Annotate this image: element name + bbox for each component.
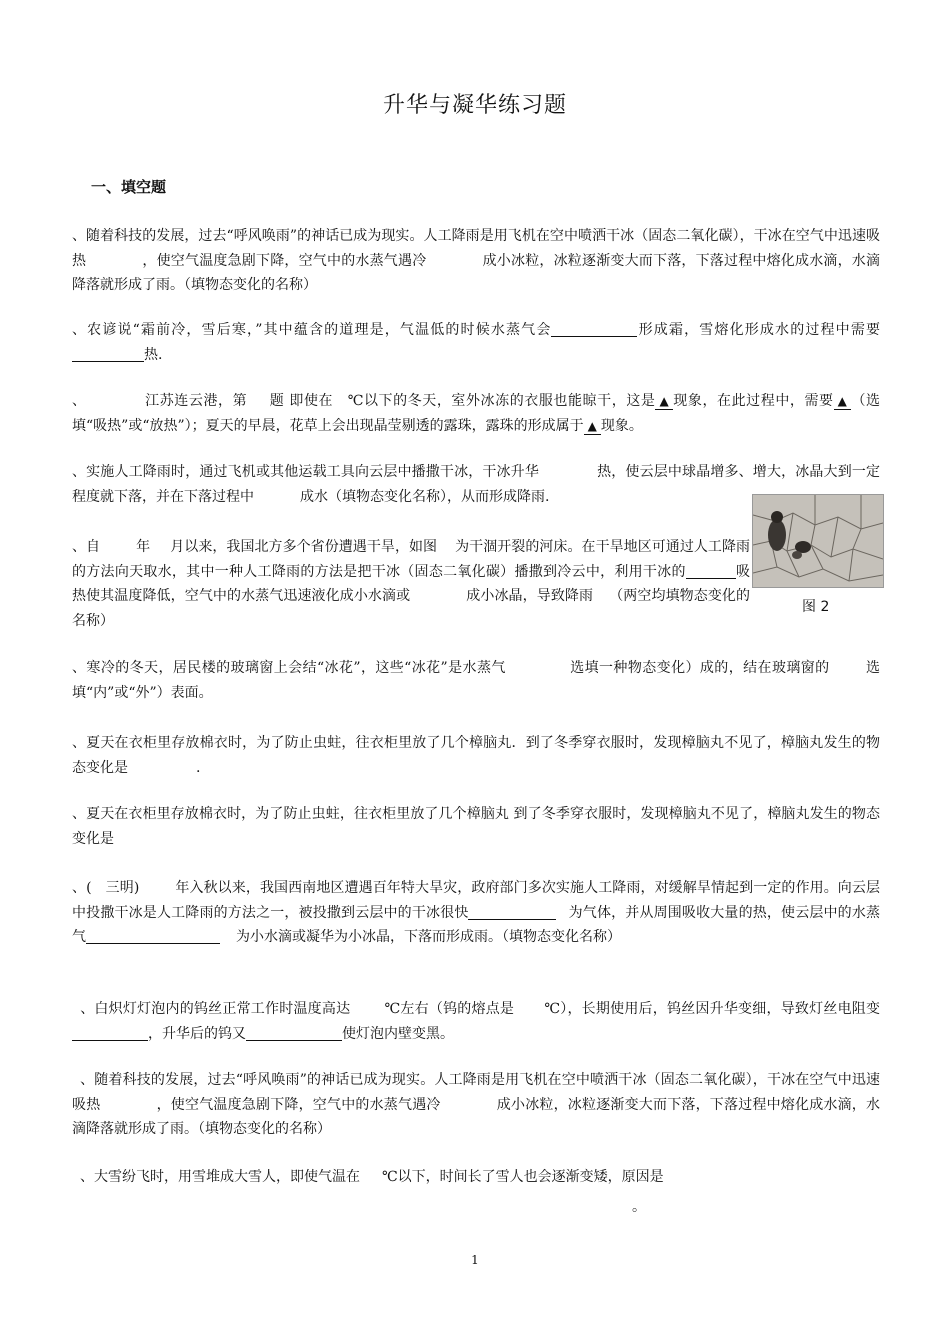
answer-blank[interactable] xyxy=(551,321,637,337)
question-12: 、大雪纷飞时，用雪堆成大雪人，即使气温在 ℃以下，时间长了雪人也会逐渐变矮，原因是 xyxy=(80,1169,664,1185)
answer-blank[interactable]: ▲ xyxy=(655,394,672,410)
section-heading: 一、填空题 xyxy=(91,178,167,196)
answer-blank[interactable]: ▲ xyxy=(584,419,601,435)
figure-caption: 图 2 xyxy=(802,599,830,615)
question-9: 、( 三明) 年入秋以来，我国西南地区遭遇百年特大旱灾，政府部门多次实施人工降雨，对缓解旱情起到一定的作用。向云层中投撒干冰是人工降雨的方法之一，被投撒到云层中的干冰很快 为气体，并从周围吸收大量的热，使云层中的水蒸气 为小水滴或凝华为小冰晶，下落而形成雨。（填物态变化名称） xyxy=(72,880,881,945)
question-6: 、寒冷的冬天，居民楼的玻璃窗上会结“冰花”，这些“冰花”是水蒸气 选填一种物态变化）成的，结在玻璃窗的 选填“内”或“外”）表面。 xyxy=(72,660,881,701)
answer-blank[interactable] xyxy=(468,904,556,920)
question-7: 、夏天在衣柜里存放棉衣时，为了防止虫蛀，往衣柜里放了几个樟脑丸．到了冬季穿衣服时，发现樟脑丸不见了，樟脑丸发生的物态变化是 . xyxy=(72,735,880,776)
answer-blank[interactable] xyxy=(86,928,220,944)
question-2: 、农谚说“霜前冷，雪后寒，”其中蕴含的道理是，气温低的时候水蒸气会 形成霜，雪熔化形成水的过程中需要热. xyxy=(72,322,880,363)
question-3: 、 江苏连云港，第 题 即使在 ℃以下的冬天，室外冰冻的衣服也能晾干，这是 ▲ 现象，在此过程中，需要 ▲ （选填“吸热”或“放热”）；夏天的早晨，花草上会出现晶莹剔透的露珠，露珠的形成属于 ▲ 现象。 xyxy=(72,393,881,434)
question-1: 、随着科技的发展，过去“呼风唤雨”的神话已成为现实。人工降雨是用飞机在空中喷洒干冰（固态二氧化碳），干冰在空气中迅速吸热 ，使空气温度急剧下降，空气中的水蒸气遇冷 成小冰粒，冰粒逐渐变大而下落，下落过程中熔化成水滴，水滴降落就形成了雨。（填物态变化的名称） xyxy=(72,228,881,293)
question-8: 、夏天在衣柜里存放棉衣时，为了防止虫蛀，往衣柜里放了几个樟脑丸 到了冬季穿衣服时，发现樟脑丸不见了，樟脑丸发生的物态变化是 xyxy=(72,806,880,847)
question-11: 、随着科技的发展，过去“呼风唤雨”的神话已成为现实。人工降雨是用飞机在空中喷洒干冰（固态二氧化碳），干冰在空气中迅速吸热 ，使空气温度急剧下降，空气中的水蒸气遇冷 成小冰粒，冰粒逐渐变大而下落，下落过程中熔化成水滴，水滴降落就形成了雨。（填物态变化的名称） xyxy=(72,1072,881,1137)
answer-blank[interactable] xyxy=(686,563,736,579)
question-4: 、实施人工降雨时，通过飞机或其他运载工具向云层中播撒干冰，干冰升华 热，使云层中球晶增多、增大，冰晶大到一定程度就下落，并在下落过程中 成水（填物态变化名称），从而形成降雨. xyxy=(72,464,881,505)
answer-blank[interactable] xyxy=(72,1025,148,1041)
question-5: 、自 年 月以来，我国北方多个省份遭遇干旱，如图 为干涸开裂的河床。在干旱地区可通过人工降雨的方法向天取水，其中一种人工降雨的方法是把干冰（固态二氧化碳）播撒到冷云中，利用干冰的 吸热使其温度降低，空气中的水蒸气迅速液化成小水滴或 成小冰晶，导致降雨 （两空均填物态变化的名称） xyxy=(72,539,751,629)
answer-blank[interactable]: ▲ xyxy=(834,394,851,410)
page-number: 1 xyxy=(471,1253,479,1267)
answer-end-mark: 。 xyxy=(632,1199,646,1215)
cracked-riverbed-photo xyxy=(752,494,884,588)
page-title: 升华与凝华练习题 xyxy=(382,93,567,118)
question-10: 、白炽灯灯泡内的钨丝正常工作时温度高达 ℃左右（钨的熔点是 ℃），长期使用后，钨丝因升华变细，导致灯丝电阻变，升华后的钨又 使灯泡内壁变黑。 xyxy=(72,997,880,1046)
answer-blank[interactable] xyxy=(72,346,144,362)
answer-blank[interactable] xyxy=(246,1025,342,1041)
